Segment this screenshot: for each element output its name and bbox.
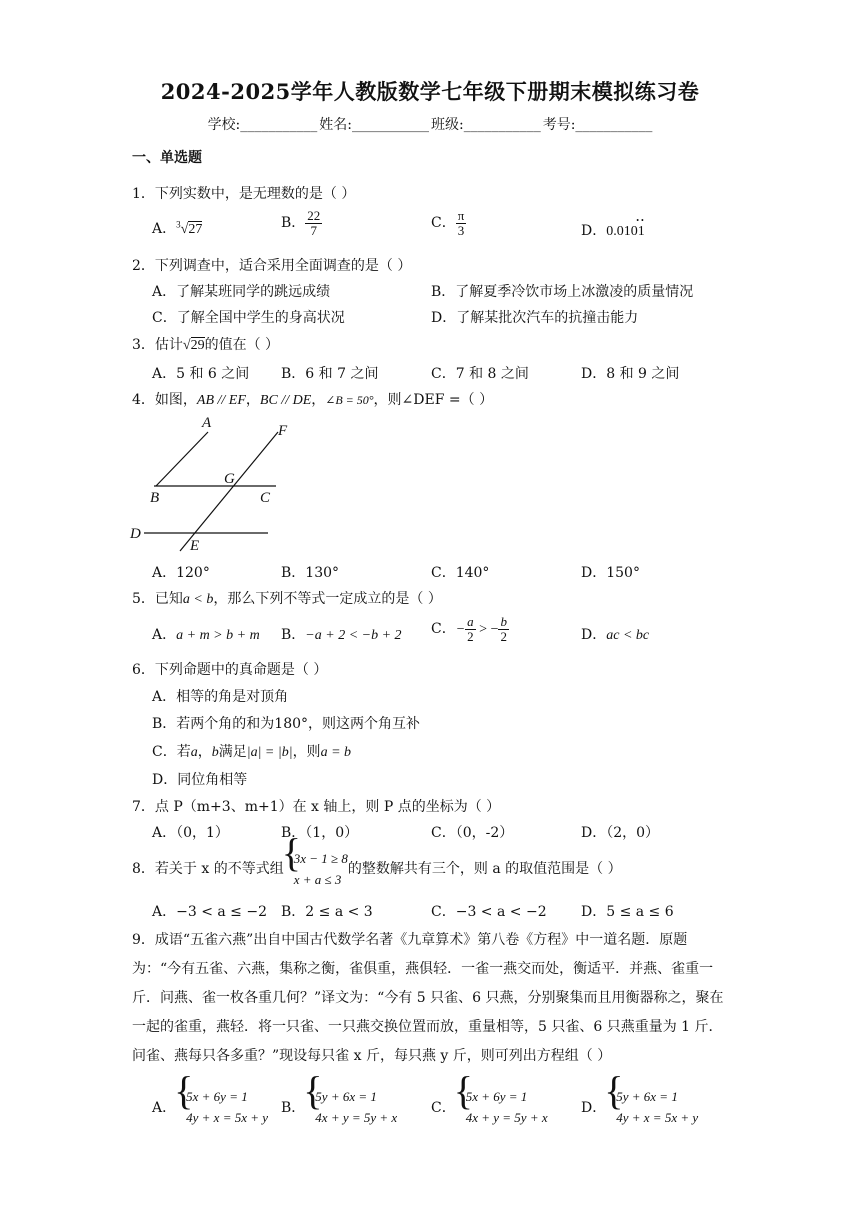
q1-option-a: A．$^3$√27 [152, 219, 203, 237]
q9-option-b: B． { 5y + 6x = 1 4x + y = 5y + x [281, 1086, 397, 1128]
q7-option-c: C．（0，-2） [431, 825, 514, 841]
question-6-stem: 6．下列命题中的真命题是（ ） [132, 662, 328, 678]
q9-option-c: C． { 5x + 6y = 1 4x + y = 5y + x [431, 1086, 548, 1128]
q4-option-b: B．130° [281, 565, 340, 581]
q4-option-a: A．120° [152, 565, 210, 581]
q5-option-b: B．−a + 2 < −b + 2 [281, 627, 402, 643]
point-label-d: D [130, 526, 141, 542]
point-label-e: E [190, 538, 200, 554]
q2-option-c: C．了解全国中学生的身高状况 [152, 310, 345, 326]
q8-option-a: A．−3 < a ≤ −2 [152, 904, 267, 920]
student-info-line [0, 114, 860, 134]
q2-option-b: B．了解夏季冷饮市场上冰激凌的质量情况 [431, 284, 694, 300]
q7-option-a: A．（0，1） [152, 825, 229, 841]
q1-option-d: D．0.0101 • • [581, 216, 645, 239]
q7-option-b: B．（1，0） [281, 825, 359, 841]
question-3-stem: 3．估计√29的值在（ ） [132, 337, 280, 353]
question-9-text: 9．成语“五雀六燕”出自中国古代数学名著《九章算术》第八卷《方程》中一道名题．原题为：“今有五雀、六燕，集称之衡，雀俱重，燕俱轻．一雀一燕交而处，衡适平．并燕、雀重一斤．问燕、雀一枚各重几何？”译文为：“今有 5 只雀、6 只燕，分别聚集而且用衡器称之，聚在一起的雀重，燕轻．将一只雀、一只燕交换位置而放，重量相等，5 只雀、6 只燕重量为 1 斤．问雀、燕每只各多重？”现设每只雀 x 斤，每只燕 y 斤，则可列出方程组（ ） [132, 932, 724, 1064]
q1-option-b: B． $\frac{22}{7}$ [281, 208, 321, 238]
line-ab [156, 432, 208, 486]
point-label-f: F [278, 423, 288, 439]
q4-option-d: D．150° [581, 565, 640, 581]
q3-option-b: B．6 和 7 之间 [281, 366, 379, 382]
exam-number-field: 考号:___________ [542, 117, 653, 133]
point-label-g: G [224, 471, 235, 487]
point-label-b: B [150, 490, 160, 506]
q3-option-d: D．8 和 9 之间 [581, 366, 680, 382]
name-field: 姓名:___________ [319, 117, 429, 133]
question-4-stem: 4．如图，AB // EF，BC // DE，∠B = 50°，则∠DEF =（ ） [132, 392, 494, 408]
q8-option-b: B．2 ≤ a < 3 [281, 904, 373, 920]
question-1-stem: 1．下列实数中，是无理数的是（ ） [132, 186, 356, 202]
q6-option-b: B．若两个角的和为180°，则这两个角互补 [152, 716, 421, 732]
q5-option-d: D．ac < bc [581, 627, 650, 643]
question-8-stem: 8．若关于 x 的不等式组 { 3x − 1 ≥ 8 x + a ≤ 3 的整数解共有三个，则 a 的取值范围是（ ） [132, 848, 622, 890]
q8-option-c: C．−3 < a < −2 [431, 904, 547, 920]
q8-option-d: D．5 ≤ a ≤ 6 [581, 904, 674, 920]
q6-option-c: C．若a，b满足|a| = |b|，则a = b [152, 744, 352, 760]
inequality-system: { 3x − 1 ≥ 8 x + a ≤ 3 [284, 848, 348, 890]
q4-option-c: C．140° [431, 565, 490, 581]
q7-option-d: D．（2，0） [581, 825, 660, 841]
q5-option-c: C．− $\frac{a}{2}$ > − $\frac{b}{2}$ [431, 614, 507, 644]
page-title: 2024-2025学年人教版数学七年级下册期末模拟练习卷 [160, 79, 700, 104]
class-field: 班级:___________ [431, 117, 541, 133]
point-label-c: C [260, 490, 271, 506]
parallel-lines-figure [126, 410, 296, 555]
section-heading: 一、单选题 [132, 150, 202, 166]
q6-option-d: D．同位角相等 [152, 772, 248, 788]
repeating-dot-icon: • • [636, 216, 644, 225]
q2-option-d: D．了解某批次汽车的抗撞击能力 [431, 310, 639, 326]
q3-option-a: A．5 和 6 之间 [152, 366, 250, 382]
question-5-stem: 5．已知a < b，那么下列不等式一定成立的是（ ） [132, 591, 442, 607]
q6-option-a: A．相等的角是对顶角 [152, 689, 289, 705]
q9-option-d: D． { 5y + 6x = 1 4y + x = 5x + y [581, 1086, 698, 1128]
q5-option-a: A．a + m > b + m [152, 627, 260, 643]
school-field: 学校:___________ [207, 117, 318, 133]
q1-option-c: C． $\frac{\pi}{3}$ [431, 208, 465, 238]
question-2-stem: 2．下列调查中，适合采用全面调查的是（ ） [132, 258, 412, 274]
q9-option-a: A． { 5x + 6y = 1 4y + x = 5x + y [152, 1086, 268, 1128]
q2-option-a: A．了解某班同学的跳远成绩 [152, 284, 331, 300]
point-label-a: A [202, 415, 212, 431]
question-7-stem: 7．点 P（m+3、m+1）在 x 轴上，则 P 点的坐标为（ ） [132, 799, 501, 815]
q3-option-c: C．7 和 8 之间 [431, 366, 529, 382]
